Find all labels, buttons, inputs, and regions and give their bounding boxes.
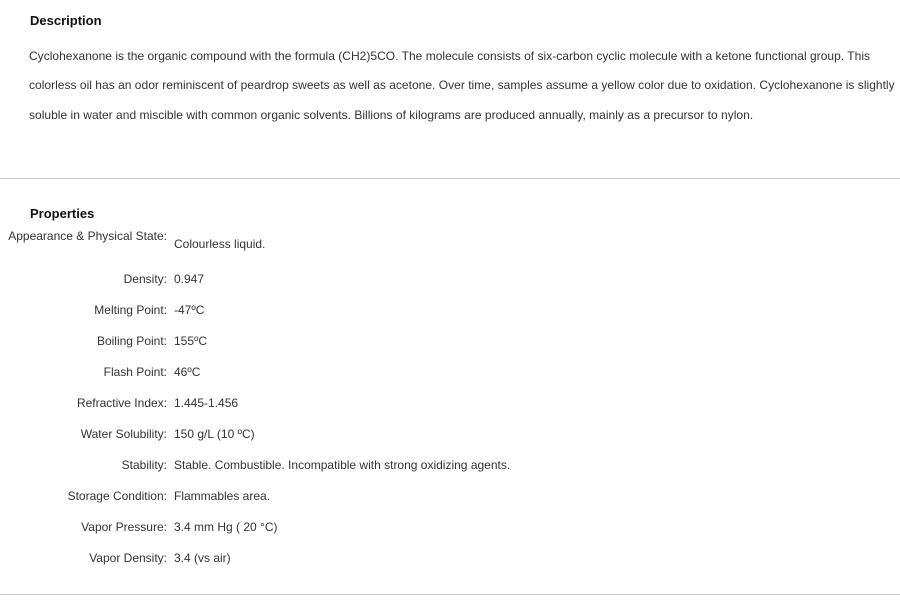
property-label-water-solubility: Water Solubility: — [80, 427, 167, 441]
property-label-stability: Stability: — [121, 458, 167, 472]
property-value-appearance: Colourless liquid. — [174, 237, 266, 251]
property-value-storage-condition: Flammables area. — [174, 489, 271, 503]
property-value-melting-point: -47ºC — [174, 303, 205, 317]
property-label-storage-condition: Storage Condition: — [67, 489, 167, 503]
property-label-melting-point: Melting Point: — [94, 303, 167, 317]
description-heading: Description — [30, 13, 102, 28]
property-label-density: Density: — [123, 272, 167, 286]
property-value-refractive-index: 1.445-1.456 — [174, 396, 239, 410]
property-label-refractive-index: Refractive Index: — [76, 396, 167, 410]
property-value-boiling-point: 155ºC — [174, 334, 208, 348]
property-value-vapor-density: 3.4 (vs air) — [174, 551, 231, 565]
properties-heading: Properties — [30, 206, 95, 221]
property-value-vapor-pressure: 3.4 mm Hg ( 20 °C) — [174, 520, 278, 534]
section-divider — [0, 178, 900, 179]
property-value-water-solubility: 150 g/L (10 ºC) — [174, 427, 255, 441]
property-value-density: 0.947 — [174, 272, 205, 286]
property-label-appearance: Appearance & Physical State: — [8, 229, 167, 243]
property-label-vapor-pressure: Vapor Pressure: — [81, 520, 167, 534]
property-label-boiling-point: Boiling Point: — [96, 334, 167, 348]
section-divider — [0, 594, 900, 595]
property-value-stability: Stable. Combustible. Incompatible with strong oxidizing agents. — [174, 458, 511, 472]
description-text: Cyclohexanone is the organic compound with the formula (CH2)5CO. The molecule consists of six-carbon cyclic molecule with a ketone functional group. This colorless oil has an odor reminiscent of peardrop sweets as well as acetone. Over time, samples assume a yellow color due to oxidation. Cyclohexanone is slightly soluble in water and miscible with common organic solvents. Billions of kilograms are produced annually, mainly as a precursor to nylon. — [29, 49, 895, 122]
property-label-vapor-density: Vapor Density: — [89, 551, 167, 565]
property-label-flash-point: Flash Point: — [103, 365, 167, 379]
property-value-flash-point: 46ºC — [174, 365, 201, 379]
